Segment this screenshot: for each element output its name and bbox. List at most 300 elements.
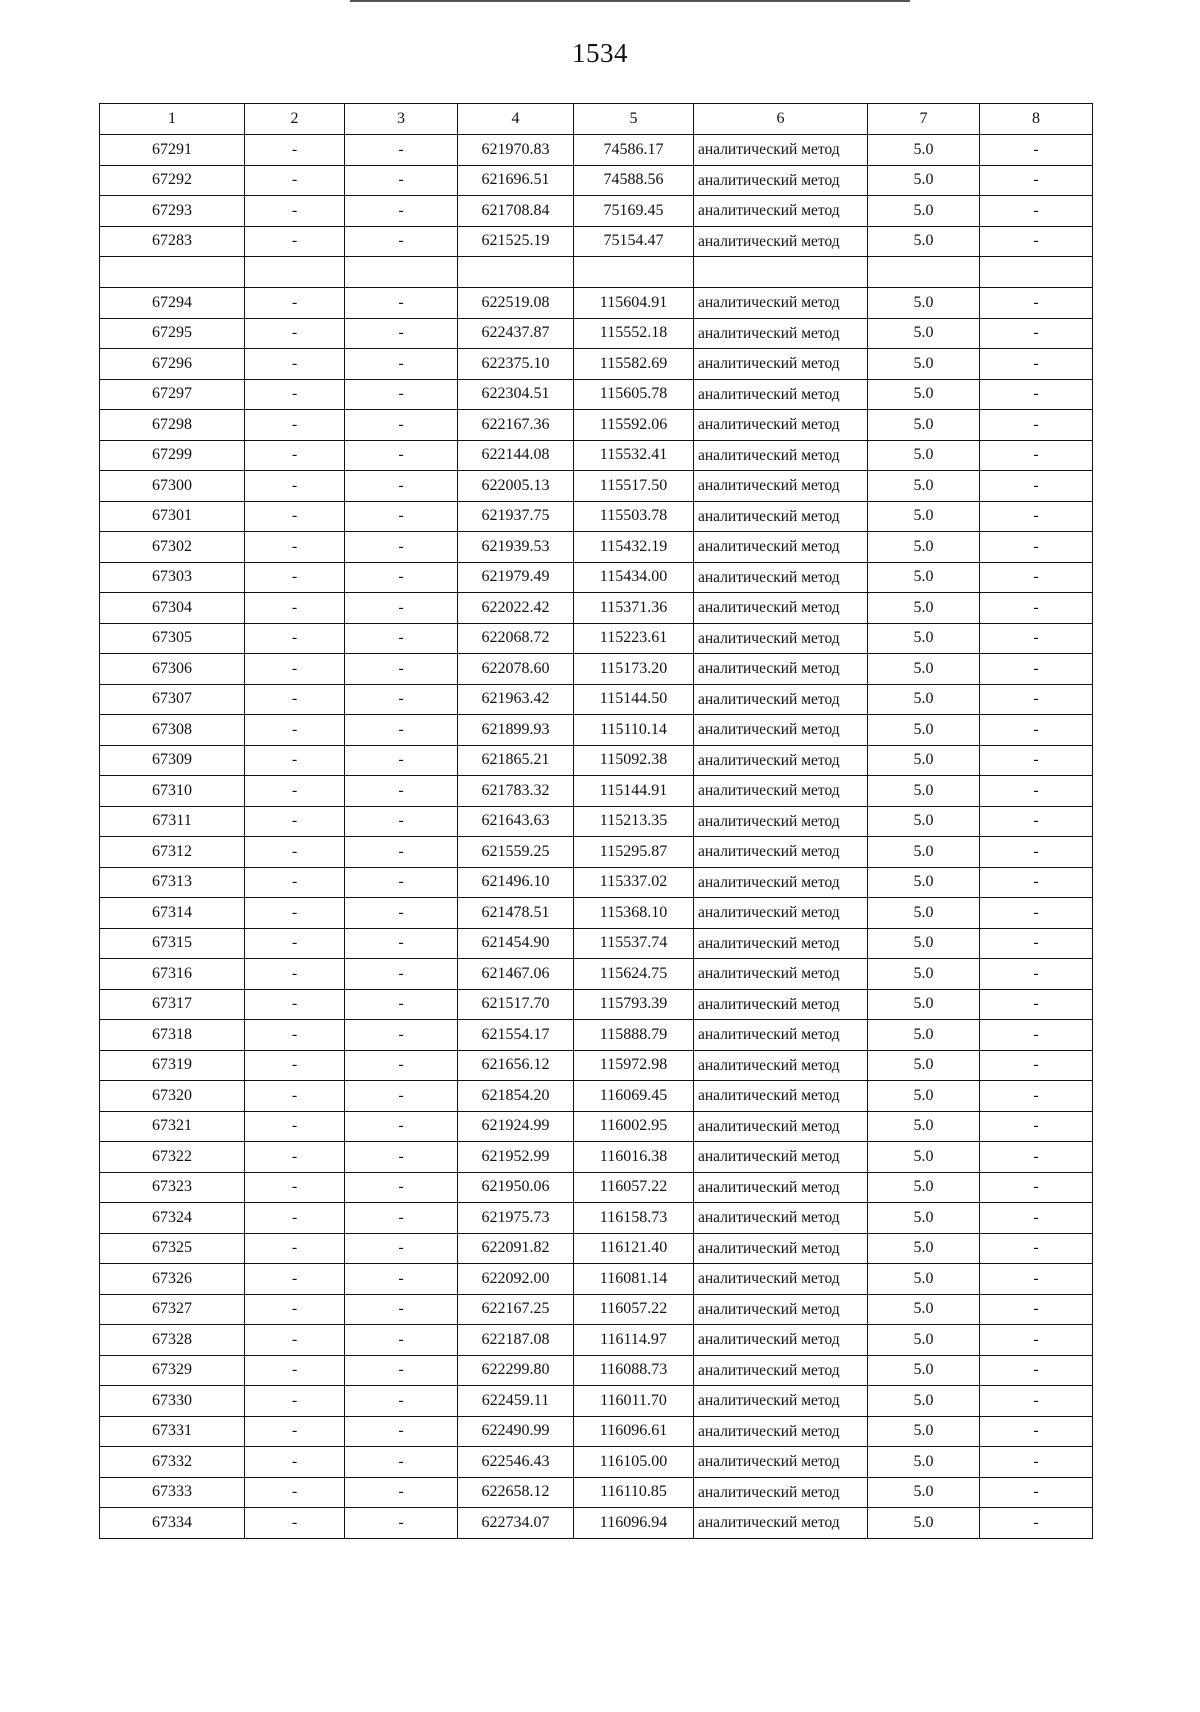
- point-number-cell: 67310: [100, 776, 245, 807]
- col8-cell: -: [980, 532, 1093, 563]
- col3-cell: -: [345, 1111, 458, 1142]
- x-coordinate-cell: 622519.08: [458, 288, 574, 319]
- x-coordinate-cell: 622437.87: [458, 318, 574, 349]
- y-coordinate-cell: 74586.17: [574, 135, 694, 166]
- table-row: [100, 1081, 1093, 1112]
- accuracy-cell: 5.0: [868, 196, 980, 227]
- col8-cell: -: [980, 654, 1093, 685]
- column-header-7: 7: [868, 104, 980, 135]
- point-number-cell: 67317: [100, 989, 245, 1020]
- point-number-cell: 67299: [100, 440, 245, 471]
- col3-cell: -: [345, 562, 458, 593]
- x-coordinate-cell: 621783.32: [458, 776, 574, 807]
- accuracy-cell: 5.0: [868, 989, 980, 1020]
- method-cell: аналитический метод: [694, 1111, 868, 1142]
- column-header-3: 3: [345, 104, 458, 135]
- col2-cell: -: [245, 1111, 345, 1142]
- col3-cell: -: [345, 196, 458, 227]
- col2-cell: -: [245, 593, 345, 624]
- empty-cell: [574, 257, 694, 288]
- x-coordinate-cell: 621937.75: [458, 501, 574, 532]
- y-coordinate-cell: 116158.73: [574, 1203, 694, 1234]
- table-row: [100, 165, 1093, 196]
- col3-cell: -: [345, 898, 458, 929]
- point-number-cell: 67315: [100, 928, 245, 959]
- method-cell: аналитический метод: [694, 806, 868, 837]
- y-coordinate-cell: 115434.00: [574, 562, 694, 593]
- accuracy-cell: 5.0: [868, 1172, 980, 1203]
- point-number-cell: 67313: [100, 867, 245, 898]
- accuracy-cell: 5.0: [868, 1203, 980, 1234]
- x-coordinate-cell: 621525.19: [458, 226, 574, 257]
- accuracy-cell: 5.0: [868, 288, 980, 319]
- x-coordinate-cell: 622022.42: [458, 593, 574, 624]
- col3-cell: -: [345, 1264, 458, 1295]
- point-number-cell: 67300: [100, 471, 245, 502]
- accuracy-cell: 5.0: [868, 715, 980, 746]
- table-row: [100, 501, 1093, 532]
- col2-cell: -: [245, 196, 345, 227]
- col8-cell: -: [980, 1050, 1093, 1081]
- col2-cell: -: [245, 867, 345, 898]
- y-coordinate-cell: 116016.38: [574, 1142, 694, 1173]
- method-cell: аналитический метод: [694, 440, 868, 471]
- method-cell: аналитический метод: [694, 471, 868, 502]
- table-row: [100, 837, 1093, 868]
- col2-cell: -: [245, 715, 345, 746]
- point-number-cell: 67319: [100, 1050, 245, 1081]
- table-row: [100, 745, 1093, 776]
- method-cell: аналитический метод: [694, 1172, 868, 1203]
- table-row: [100, 1386, 1093, 1417]
- table-row: [100, 654, 1093, 685]
- table-row: [100, 806, 1093, 837]
- y-coordinate-cell: 115888.79: [574, 1020, 694, 1051]
- col8-cell: -: [980, 440, 1093, 471]
- table-row: [100, 349, 1093, 380]
- method-cell: аналитический метод: [694, 1081, 868, 1112]
- y-coordinate-cell: 116069.45: [574, 1081, 694, 1112]
- accuracy-cell: 5.0: [868, 1477, 980, 1508]
- point-number-cell: 67326: [100, 1264, 245, 1295]
- col8-cell: -: [980, 318, 1093, 349]
- y-coordinate-cell: 115295.87: [574, 837, 694, 868]
- point-number-cell: 67330: [100, 1386, 245, 1417]
- point-number-cell: 67324: [100, 1203, 245, 1234]
- table-row: [100, 1325, 1093, 1356]
- x-coordinate-cell: 622167.36: [458, 410, 574, 441]
- col3-cell: -: [345, 806, 458, 837]
- accuracy-cell: 5.0: [868, 1416, 980, 1447]
- point-number-cell: 67309: [100, 745, 245, 776]
- x-coordinate-cell: 621950.06: [458, 1172, 574, 1203]
- y-coordinate-cell: 116096.61: [574, 1416, 694, 1447]
- col3-cell: -: [345, 593, 458, 624]
- col3-cell: -: [345, 379, 458, 410]
- point-number-cell: 67294: [100, 288, 245, 319]
- point-number-cell: 67334: [100, 1508, 245, 1539]
- table-row: [100, 471, 1093, 502]
- x-coordinate-cell: 621963.42: [458, 684, 574, 715]
- col8-cell: -: [980, 1508, 1093, 1539]
- x-coordinate-cell: 621496.10: [458, 867, 574, 898]
- col3-cell: -: [345, 1050, 458, 1081]
- y-coordinate-cell: 115532.41: [574, 440, 694, 471]
- table-row: [100, 226, 1093, 257]
- x-coordinate-cell: 621970.83: [458, 135, 574, 166]
- accuracy-cell: 5.0: [868, 959, 980, 990]
- point-number-cell: 67295: [100, 318, 245, 349]
- accuracy-cell: 5.0: [868, 532, 980, 563]
- table-row: [100, 1447, 1093, 1478]
- col2-cell: -: [245, 1477, 345, 1508]
- accuracy-cell: 5.0: [868, 1386, 980, 1417]
- x-coordinate-cell: 622167.25: [458, 1294, 574, 1325]
- x-coordinate-cell: 621643.63: [458, 806, 574, 837]
- accuracy-cell: 5.0: [868, 1081, 980, 1112]
- col2-cell: -: [245, 959, 345, 990]
- col8-cell: -: [980, 288, 1093, 319]
- method-cell: аналитический метод: [694, 349, 868, 380]
- accuracy-cell: 5.0: [868, 379, 980, 410]
- method-cell: аналитический метод: [694, 928, 868, 959]
- col8-cell: -: [980, 562, 1093, 593]
- table-row: [100, 1203, 1093, 1234]
- col3-cell: -: [345, 1203, 458, 1234]
- y-coordinate-cell: 116105.00: [574, 1447, 694, 1478]
- col2-cell: -: [245, 928, 345, 959]
- point-number-cell: 67293: [100, 196, 245, 227]
- col3-cell: -: [345, 1172, 458, 1203]
- table-row: [100, 1233, 1093, 1264]
- x-coordinate-cell: 622091.82: [458, 1233, 574, 1264]
- method-cell: аналитический метод: [694, 1386, 868, 1417]
- x-coordinate-cell: 622144.08: [458, 440, 574, 471]
- accuracy-cell: 5.0: [868, 318, 980, 349]
- col3-cell: -: [345, 623, 458, 654]
- coordinates-table: [99, 103, 1093, 1539]
- col3-cell: -: [345, 349, 458, 380]
- col3-cell: -: [345, 1294, 458, 1325]
- x-coordinate-cell: 621656.12: [458, 1050, 574, 1081]
- x-coordinate-cell: 622092.00: [458, 1264, 574, 1295]
- col8-cell: -: [980, 1020, 1093, 1051]
- col3-cell: -: [345, 1325, 458, 1356]
- table-row: [100, 1020, 1093, 1051]
- x-coordinate-cell: 622734.07: [458, 1508, 574, 1539]
- col8-cell: -: [980, 959, 1093, 990]
- col2-cell: -: [245, 1325, 345, 1356]
- method-cell: аналитический метод: [694, 410, 868, 441]
- accuracy-cell: 5.0: [868, 684, 980, 715]
- col3-cell: -: [345, 1081, 458, 1112]
- col8-cell: -: [980, 379, 1093, 410]
- col2-cell: -: [245, 776, 345, 807]
- empty-cell: [868, 257, 980, 288]
- method-cell: аналитический метод: [694, 532, 868, 563]
- accuracy-cell: 5.0: [868, 226, 980, 257]
- accuracy-cell: 5.0: [868, 410, 980, 441]
- x-coordinate-cell: 622490.99: [458, 1416, 574, 1447]
- accuracy-cell: 5.0: [868, 1020, 980, 1051]
- accuracy-cell: 5.0: [868, 593, 980, 624]
- table-row: [100, 410, 1093, 441]
- col2-cell: -: [245, 623, 345, 654]
- method-cell: аналитический метод: [694, 196, 868, 227]
- col3-cell: -: [345, 715, 458, 746]
- col2-cell: -: [245, 684, 345, 715]
- method-cell: аналитический метод: [694, 654, 868, 685]
- point-number-cell: 67325: [100, 1233, 245, 1264]
- col3-cell: -: [345, 1142, 458, 1173]
- y-coordinate-cell: 75169.45: [574, 196, 694, 227]
- col8-cell: -: [980, 1355, 1093, 1386]
- col3-cell: -: [345, 989, 458, 1020]
- empty-cell: [980, 257, 1093, 288]
- col2-cell: -: [245, 1355, 345, 1386]
- y-coordinate-cell: 116088.73: [574, 1355, 694, 1386]
- col2-cell: -: [245, 349, 345, 380]
- col2-cell: -: [245, 318, 345, 349]
- column-header-5: 5: [574, 104, 694, 135]
- y-coordinate-cell: 115604.91: [574, 288, 694, 319]
- method-cell: аналитический метод: [694, 562, 868, 593]
- col3-cell: -: [345, 1447, 458, 1478]
- accuracy-cell: 5.0: [868, 1447, 980, 1478]
- y-coordinate-cell: 116011.70: [574, 1386, 694, 1417]
- col3-cell: -: [345, 684, 458, 715]
- method-cell: аналитический метод: [694, 1142, 868, 1173]
- col2-cell: -: [245, 1233, 345, 1264]
- col3-cell: -: [345, 1386, 458, 1417]
- point-number-cell: 67304: [100, 593, 245, 624]
- x-coordinate-cell: 621517.70: [458, 989, 574, 1020]
- point-number-cell: 67307: [100, 684, 245, 715]
- col3-cell: -: [345, 1233, 458, 1264]
- method-cell: аналитический метод: [694, 1050, 868, 1081]
- y-coordinate-cell: 115517.50: [574, 471, 694, 502]
- col8-cell: -: [980, 1172, 1093, 1203]
- method-cell: аналитический метод: [694, 1294, 868, 1325]
- y-coordinate-cell: 115173.20: [574, 654, 694, 685]
- col8-cell: -: [980, 165, 1093, 196]
- method-cell: аналитический метод: [694, 959, 868, 990]
- method-cell: аналитический метод: [694, 1020, 868, 1051]
- table-row: [100, 1508, 1093, 1539]
- col3-cell: -: [345, 440, 458, 471]
- col8-cell: -: [980, 196, 1093, 227]
- accuracy-cell: 5.0: [868, 898, 980, 929]
- method-cell: аналитический метод: [694, 1233, 868, 1264]
- y-coordinate-cell: 116096.94: [574, 1508, 694, 1539]
- y-coordinate-cell: 116057.22: [574, 1294, 694, 1325]
- col2-cell: -: [245, 501, 345, 532]
- accuracy-cell: 5.0: [868, 1508, 980, 1539]
- y-coordinate-cell: 115110.14: [574, 715, 694, 746]
- accuracy-cell: 5.0: [868, 1325, 980, 1356]
- col2-cell: -: [245, 226, 345, 257]
- table-row: [100, 135, 1093, 166]
- col2-cell: -: [245, 562, 345, 593]
- column-header-2: 2: [245, 104, 345, 135]
- method-cell: аналитический метод: [694, 745, 868, 776]
- col3-cell: -: [345, 165, 458, 196]
- col8-cell: -: [980, 867, 1093, 898]
- accuracy-cell: 5.0: [868, 806, 980, 837]
- point-number-cell: 67321: [100, 1111, 245, 1142]
- method-cell: аналитический метод: [694, 1477, 868, 1508]
- col2-cell: -: [245, 135, 345, 166]
- point-number-cell: 67318: [100, 1020, 245, 1051]
- empty-separator-row: [100, 257, 1093, 288]
- empty-cell: [245, 257, 345, 288]
- x-coordinate-cell: 621952.99: [458, 1142, 574, 1173]
- col8-cell: -: [980, 1111, 1093, 1142]
- point-number-cell: 67311: [100, 806, 245, 837]
- x-coordinate-cell: 622546.43: [458, 1447, 574, 1478]
- method-cell: аналитический метод: [694, 1416, 868, 1447]
- col2-cell: -: [245, 379, 345, 410]
- col3-cell: -: [345, 654, 458, 685]
- accuracy-cell: 5.0: [868, 623, 980, 654]
- table-row: [100, 288, 1093, 319]
- col8-cell: -: [980, 349, 1093, 380]
- x-coordinate-cell: 622187.08: [458, 1325, 574, 1356]
- accuracy-cell: 5.0: [868, 928, 980, 959]
- col8-cell: -: [980, 1477, 1093, 1508]
- point-number-cell: 67291: [100, 135, 245, 166]
- y-coordinate-cell: 115368.10: [574, 898, 694, 929]
- col2-cell: -: [245, 440, 345, 471]
- point-number-cell: 67297: [100, 379, 245, 410]
- col8-cell: -: [980, 135, 1093, 166]
- col8-cell: -: [980, 1203, 1093, 1234]
- col8-cell: -: [980, 898, 1093, 929]
- accuracy-cell: 5.0: [868, 745, 980, 776]
- accuracy-cell: 5.0: [868, 135, 980, 166]
- accuracy-cell: 5.0: [868, 1233, 980, 1264]
- accuracy-cell: 5.0: [868, 837, 980, 868]
- method-cell: аналитический метод: [694, 135, 868, 166]
- table-row: [100, 623, 1093, 654]
- y-coordinate-cell: 115337.02: [574, 867, 694, 898]
- y-coordinate-cell: 115793.39: [574, 989, 694, 1020]
- x-coordinate-cell: 621865.21: [458, 745, 574, 776]
- col8-cell: -: [980, 1264, 1093, 1295]
- y-coordinate-cell: 75154.47: [574, 226, 694, 257]
- y-coordinate-cell: 115605.78: [574, 379, 694, 410]
- method-cell: аналитический метод: [694, 1325, 868, 1356]
- x-coordinate-cell: 622299.80: [458, 1355, 574, 1386]
- col3-cell: -: [345, 288, 458, 319]
- col3-cell: -: [345, 1416, 458, 1447]
- col2-cell: -: [245, 1172, 345, 1203]
- accuracy-cell: 5.0: [868, 654, 980, 685]
- col8-cell: -: [980, 1233, 1093, 1264]
- table-row: [100, 867, 1093, 898]
- accuracy-cell: 5.0: [868, 1264, 980, 1295]
- col3-cell: -: [345, 318, 458, 349]
- y-coordinate-cell: 115624.75: [574, 959, 694, 990]
- method-cell: аналитический метод: [694, 684, 868, 715]
- table-row: [100, 928, 1093, 959]
- col8-cell: -: [980, 501, 1093, 532]
- accuracy-cell: 5.0: [868, 501, 980, 532]
- column-header-6: 6: [694, 104, 868, 135]
- col8-cell: -: [980, 1386, 1093, 1417]
- method-cell: аналитический метод: [694, 776, 868, 807]
- col2-cell: -: [245, 1081, 345, 1112]
- col8-cell: -: [980, 1416, 1093, 1447]
- x-coordinate-cell: 621979.49: [458, 562, 574, 593]
- y-coordinate-cell: 116121.40: [574, 1233, 694, 1264]
- method-cell: аналитический метод: [694, 318, 868, 349]
- method-cell: аналитический метод: [694, 379, 868, 410]
- top-rule: [350, 0, 910, 2]
- table-row: [100, 1355, 1093, 1386]
- y-coordinate-cell: 115592.06: [574, 410, 694, 441]
- accuracy-cell: 5.0: [868, 776, 980, 807]
- col2-cell: -: [245, 1020, 345, 1051]
- method-cell: аналитический метод: [694, 898, 868, 929]
- x-coordinate-cell: 621554.17: [458, 1020, 574, 1051]
- col8-cell: -: [980, 593, 1093, 624]
- empty-cell: [345, 257, 458, 288]
- y-coordinate-cell: 115552.18: [574, 318, 694, 349]
- col8-cell: -: [980, 928, 1093, 959]
- method-cell: аналитический метод: [694, 1355, 868, 1386]
- point-number-cell: 67320: [100, 1081, 245, 1112]
- y-coordinate-cell: 115144.50: [574, 684, 694, 715]
- col2-cell: -: [245, 806, 345, 837]
- method-cell: аналитический метод: [694, 623, 868, 654]
- y-coordinate-cell: 115582.69: [574, 349, 694, 380]
- accuracy-cell: 5.0: [868, 867, 980, 898]
- y-coordinate-cell: 115144.91: [574, 776, 694, 807]
- table-row: [100, 1142, 1093, 1173]
- point-number-cell: 67328: [100, 1325, 245, 1356]
- col8-cell: -: [980, 226, 1093, 257]
- x-coordinate-cell: 622078.60: [458, 654, 574, 685]
- col3-cell: -: [345, 959, 458, 990]
- empty-cell: [458, 257, 574, 288]
- point-number-cell: 67329: [100, 1355, 245, 1386]
- col2-cell: -: [245, 471, 345, 502]
- table-row: [100, 684, 1093, 715]
- table-row: [100, 562, 1093, 593]
- col3-cell: -: [345, 928, 458, 959]
- col2-cell: -: [245, 898, 345, 929]
- col8-cell: -: [980, 776, 1093, 807]
- col8-cell: -: [980, 623, 1093, 654]
- column-header-8: 8: [980, 104, 1093, 135]
- empty-cell: [694, 257, 868, 288]
- col3-cell: -: [345, 1020, 458, 1051]
- col2-cell: -: [245, 1050, 345, 1081]
- accuracy-cell: 5.0: [868, 1294, 980, 1325]
- x-coordinate-cell: 621924.99: [458, 1111, 574, 1142]
- col8-cell: -: [980, 715, 1093, 746]
- point-number-cell: 67283: [100, 226, 245, 257]
- col3-cell: -: [345, 501, 458, 532]
- table-row: [100, 989, 1093, 1020]
- col2-cell: -: [245, 288, 345, 319]
- method-cell: аналитический метод: [694, 226, 868, 257]
- col8-cell: -: [980, 410, 1093, 441]
- col3-cell: -: [345, 1477, 458, 1508]
- x-coordinate-cell: 622005.13: [458, 471, 574, 502]
- x-coordinate-cell: 621975.73: [458, 1203, 574, 1234]
